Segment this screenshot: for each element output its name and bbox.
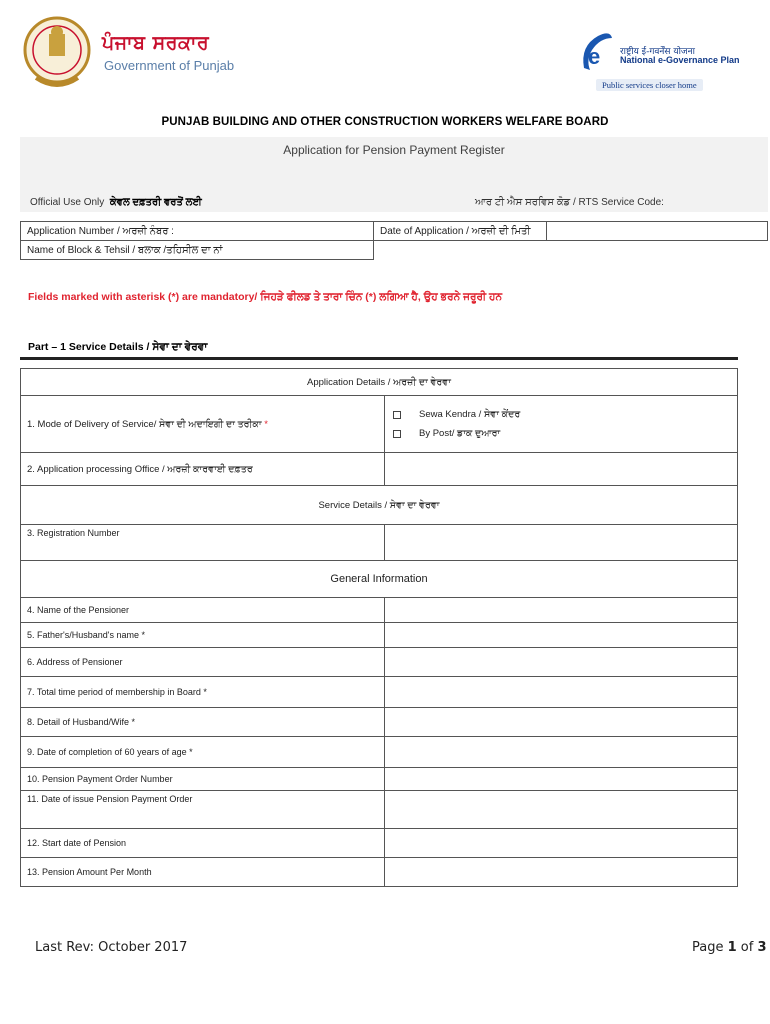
page-current: 1: [727, 940, 737, 955]
registration-number-field[interactable]: [385, 525, 738, 561]
husband-wife-detail-label: 8. Detail of Husband/Wife *: [21, 708, 385, 737]
general-information-header: General Information: [21, 561, 738, 598]
official-use-punjabi: ਕੇਵਲ ਦਫ਼ਤਰੀ ਵਰਤੋਂ ਲਈ: [109, 197, 202, 208]
ppo-number-label: 10. Pension Payment Order Number: [21, 768, 385, 791]
application-number-label: Application Number / ਅਰਜ਼ੀ ਨੰਬਰ :: [21, 222, 374, 241]
service-details-header: Service Details / ਸੇਵਾ ਦਾ ਵੇਰਵਾ: [21, 486, 738, 525]
block-tehsil-field[interactable]: [374, 241, 768, 260]
date-of-application-label: Date of Application / ਅਰਜ਼ੀ ਦੀ ਮਿਤੀ: [374, 222, 547, 241]
pension-amount-label: 13. Pension Amount Per Month: [21, 858, 385, 887]
checkbox-by-post[interactable]: [393, 430, 401, 438]
application-details-header: Application Details / ਅਰਜ਼ੀ ਦਾ ਵੇਰਵਾ: [21, 369, 738, 396]
processing-office-field[interactable]: [385, 453, 738, 486]
block-tehsil-label: Name of Block & Tehsil / ਬਲਾਕ /ਤਹਿਸੀਲ ਦਾ ਨਾਂ: [21, 241, 374, 260]
gov-title-punjabi: ਪੰਜਾਬ ਸਰਕਾਰ: [102, 32, 210, 54]
option-by-post-label: By Post/ ਡਾਕ ਦੁਆਰਾ: [419, 428, 501, 439]
official-use-label: [30, 197, 202, 208]
egov-title-hindi: राष्ट्रीय ई-गवर्नेंस योजना: [620, 47, 695, 57]
option-by-post[interactable]: [391, 424, 731, 443]
age-60-date-label: 9. Date of completion of 60 years of age *: [21, 737, 385, 768]
board-title: PUNJAB BUILDING AND OTHER CONSTRUCTION WORKERS WELFARE BOARD: [161, 116, 609, 128]
form-title: Application for Pension Payment Register: [283, 143, 505, 157]
option-sewa-kendra-label: Sewa Kendra / ਸੇਵਾ ਕੇਂਦਰ: [419, 409, 521, 420]
egov-title-english: National e-Governance Plan: [620, 55, 740, 65]
membership-period-field[interactable]: [385, 677, 738, 708]
official-use-english: Official Use Only: [30, 197, 105, 208]
page-of: of: [736, 940, 758, 955]
checkbox-sewa-kendra[interactable]: [393, 411, 401, 419]
pension-start-date-label: 12. Start date of Pension: [21, 829, 385, 858]
page-total: 3: [757, 940, 767, 955]
pensioner-name-field[interactable]: [385, 598, 738, 623]
gov-title-english: Government of Punjab: [104, 58, 235, 73]
part1-heading: Part – 1 Service Details / ਸੇਵਾ ਦਾ ਵੇਰਵਾ: [28, 341, 208, 353]
age-60-date-field[interactable]: [385, 737, 738, 768]
rts-service-code-label: ਆਰ ਟੀ ਐਸ ਸਰਵਿਸ ਕੋਡ / RTS Service Code:: [475, 197, 664, 208]
husband-wife-detail-field[interactable]: [385, 708, 738, 737]
option-sewa-kendra[interactable]: [391, 405, 731, 424]
pension-amount-field[interactable]: [385, 858, 738, 887]
required-asterisk: *: [264, 418, 268, 430]
official-info-table: [20, 221, 768, 260]
address-label: 6. Address of Pensioner: [21, 648, 385, 677]
svg-text:e: e: [588, 44, 601, 69]
page-number: [692, 940, 767, 955]
punjab-seal-logo: [22, 12, 92, 94]
processing-office-label: 2. Application processing Office / ਅਰਜ਼ੀ ਕਾਰਵਾਈ ਦਫ਼ਤਰ: [21, 453, 385, 486]
page-prefix: Page: [692, 940, 728, 955]
father-husband-name-field[interactable]: [385, 623, 738, 648]
pension-start-date-field[interactable]: [385, 829, 738, 858]
mode-of-delivery-label: [21, 396, 385, 453]
part1-divider: [20, 357, 738, 360]
registration-number-label: 3. Registration Number: [21, 525, 385, 561]
date-of-application-field[interactable]: [547, 222, 768, 241]
mode-of-delivery-text: 1. Mode of Delivery of Service/ ਸੇਵਾ ਦੀ ਅਦਾਇਗੀ ਦਾ ਤਰੀਕਾ: [27, 418, 262, 430]
last-revision: Last Rev: October 2017: [35, 940, 188, 955]
egov-tagline: Public services closer home: [596, 79, 703, 91]
membership-period-label: 7. Total time period of membership in Board *: [21, 677, 385, 708]
ppo-number-field[interactable]: [385, 768, 738, 791]
ppo-issue-date-label: 11. Date of issue Pension Payment Order: [21, 791, 385, 829]
pensioner-name-label: 4. Name of the Pensioner: [21, 598, 385, 623]
father-husband-name-label: 5. Father's/Husband's name *: [21, 623, 385, 648]
address-field[interactable]: [385, 648, 738, 677]
delivery-options: [385, 396, 738, 453]
service-details-table: [20, 368, 738, 887]
ppo-issue-date-field[interactable]: [385, 791, 738, 829]
mandatory-fields-note: Fields marked with asterisk (*) are mandatory/ ਜਿਹੜੇ ਫੀਲਡ ਤੇ ਤਾਰਾ ਚਿੰਨ (*) ਲਗਿਆ ਹੈ, ਉਹ ਭਰਨੇ ਜਰੂਰੀ ਹਨ: [28, 291, 503, 303]
egov-logo-icon: [578, 28, 616, 76]
